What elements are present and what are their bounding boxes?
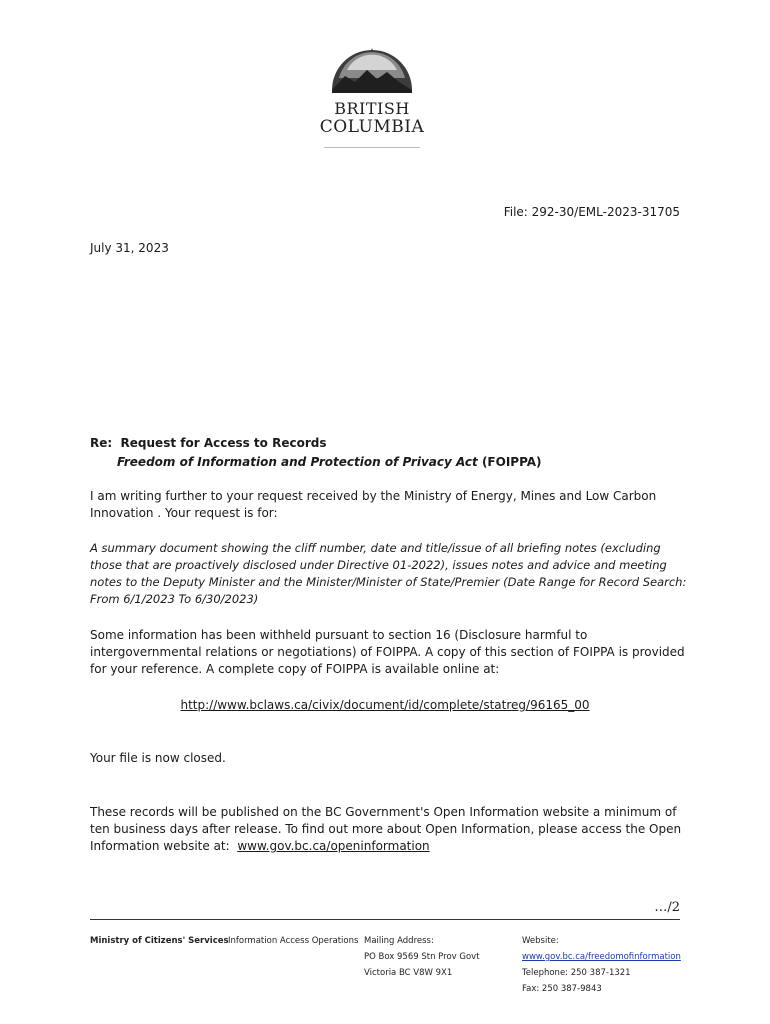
footer-unit: Information Access Operations: [228, 936, 359, 946]
subject-label: Re:: [90, 436, 113, 450]
act-name: Freedom of Information and Protection of Privacy Act: [117, 455, 478, 469]
publish-text: These records will be published on the BC Government's Open Information website a minimum of ten business days after release. To find out more about Open Information, please access the Open Information website at:: [90, 805, 682, 853]
withheld-paragraph: Some information has been withheld pursuant to section 16 (Disclosure harmful to intergovernmental relations or negotiations) of FOIPPA. A copy of this section of FOIPPA is provided for your reference. A complete copy of FOIPPA is available online at:: [90, 628, 685, 676]
subject-title: Request for Access to Records: [120, 436, 327, 450]
logo-text-british: BRITISH: [334, 99, 410, 118]
footer-ministry: Ministry of Citizens' Services: [90, 936, 229, 946]
foippa-link-line: [0, 698, 770, 712]
bc-logo: [312, 44, 432, 148]
foippa-link[interactable]: http://www.bclaws.ca/civix/document/id/complete/statreg/96165_00: [180, 698, 590, 712]
subject-line: [90, 434, 542, 453]
footer-divider: [90, 919, 680, 920]
act-abbreviation: (FOIPPA): [481, 455, 542, 469]
act-line: [90, 453, 542, 472]
footer-mailing-address: [364, 933, 480, 981]
fax: Fax: 250 387-9843: [522, 984, 602, 994]
logo-divider: [324, 147, 420, 148]
page-marker: …/2: [654, 900, 680, 915]
request-description: A summary document showing the cliff number, date and title/issue of all briefing notes (excluding those that are proactively disclosed under Directive 01-2022), issues notes and advice and meeting notes to the Deputy Minister and the Minister/Minister of State/Premier (Date Range for Record Search: From 6/1/2023 To 6/30/2023): [90, 541, 687, 606]
footer-contact: [522, 933, 681, 997]
logo-text-columbia: COLUMBIA: [319, 117, 425, 137]
mailing-label: Mailing Address:: [364, 936, 434, 946]
file-reference: File: 292-30/EML-2023-31705: [503, 205, 680, 219]
intro-paragraph: I am writing further to your request received by the Ministry of Energy, Mines and Low Carbon Innovation . Your request is for:: [90, 489, 657, 520]
mailing-line-2: Victoria BC V8W 9X1: [364, 968, 453, 978]
letter-date: July 31, 2023: [90, 241, 169, 255]
bc-emblem-icon: [329, 44, 415, 100]
open-information-link[interactable]: www.gov.bc.ca/openinformation: [237, 839, 430, 853]
website-link[interactable]: www.gov.bc.ca/freedomofinformation: [522, 952, 681, 962]
telephone: Telephone: 250 387-1321: [522, 968, 631, 978]
closed-paragraph: Your file is now closed.: [90, 751, 226, 765]
publish-paragraph: [90, 804, 690, 855]
mailing-line-1: PO Box 9569 Stn Prov Govt: [364, 952, 480, 962]
website-label: Website:: [522, 936, 559, 946]
subject-block: [90, 434, 542, 472]
